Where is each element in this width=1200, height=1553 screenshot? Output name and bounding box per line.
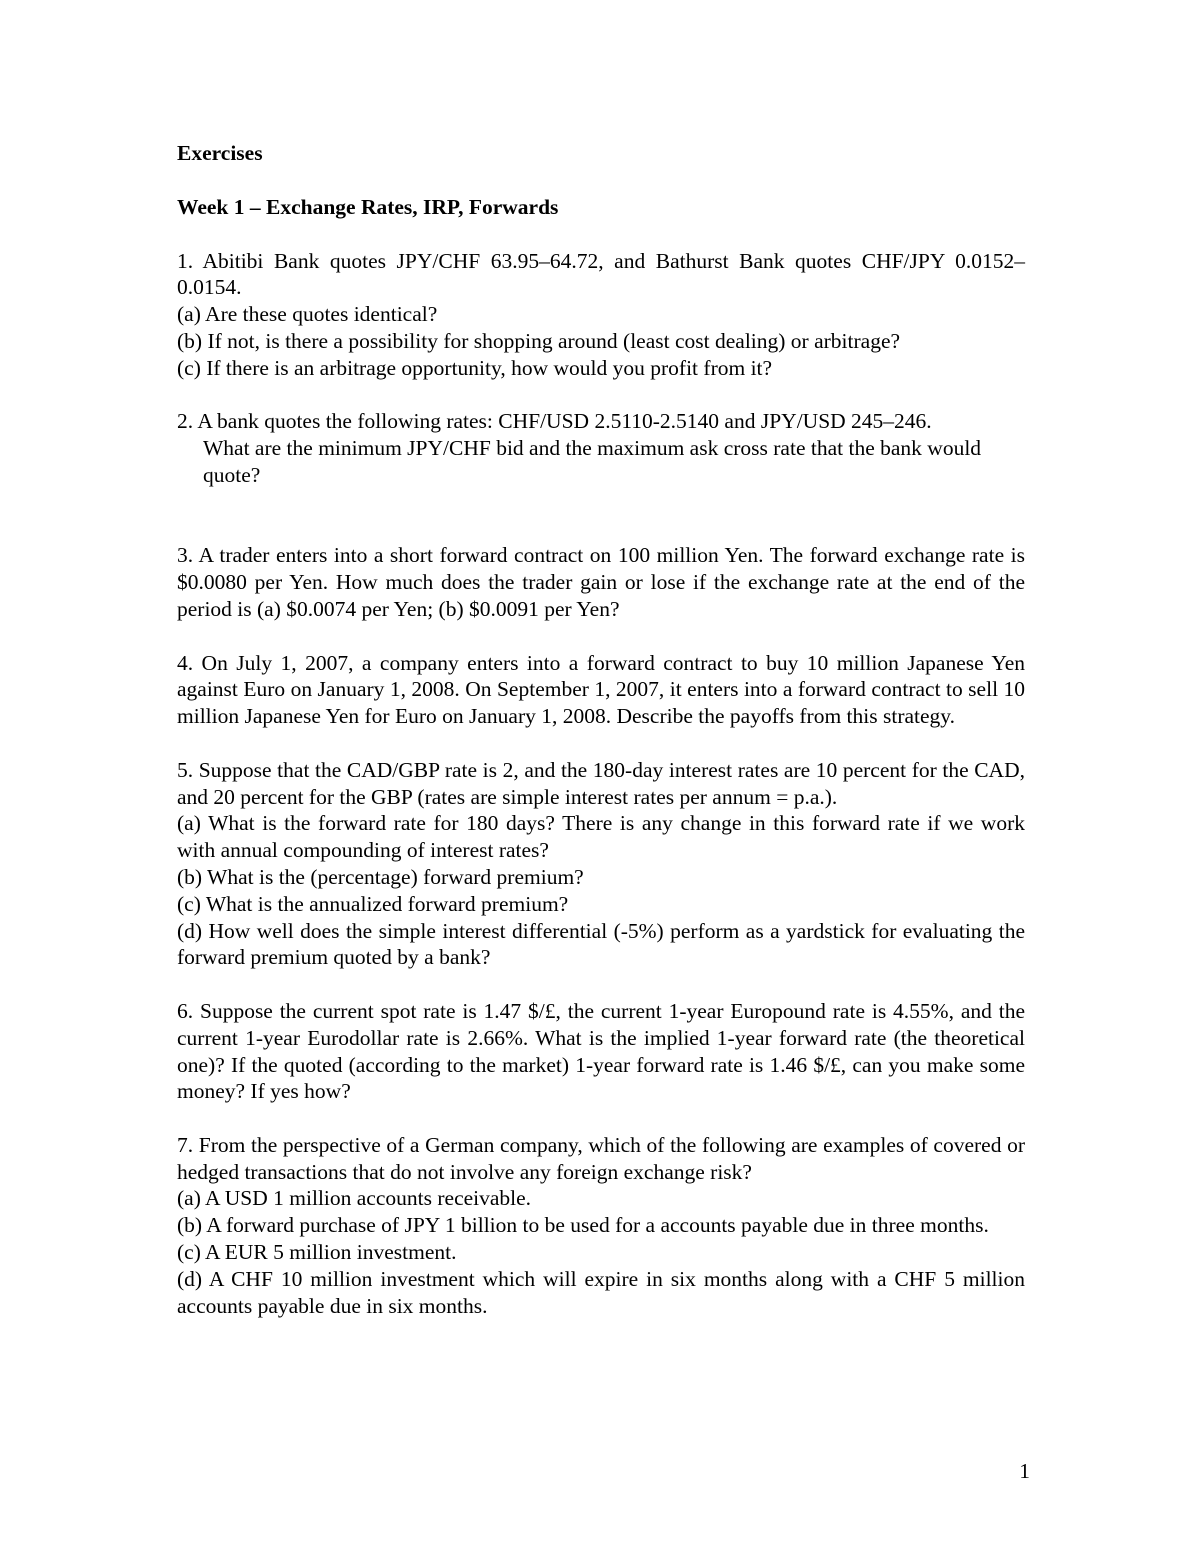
exercise-5-part-c: (c) What is the annualized forward premium?: [177, 891, 569, 916]
document-body: [177, 140, 1025, 1346]
exercise-6: [177, 998, 1025, 1105]
exercise-5: [177, 757, 1025, 971]
exercise-7-part-a: (a) A USD 1 million accounts receivable.: [177, 1186, 532, 1211]
exercise-5-part-b: (b) What is the (percentage) forward premium?: [177, 864, 584, 889]
exercise-4: [177, 650, 1025, 730]
page-number: 1: [1019, 1459, 1030, 1483]
exercise-2-question-continued: What are the minimum JPY/CHF bid and the maximum ask cross rate that the bank would quote?: [203, 436, 982, 487]
exercise-3-question: 3. A trader enters into a short forward contract on 100 million Yen. The forward exchange rate is $0.0080 per Yen. How much does the trader gain or lose if the exchange rate at the end of the period is (a) $0.0074 per Yen; (b) $0.0091 per Yen?: [177, 543, 1025, 621]
exercise-2: [177, 408, 1025, 488]
exercise-1-part-b: (b) If not, is there a possibility for shopping around (least cost dealing) or arbitrage?: [177, 328, 901, 353]
exercise-5-part-a: (a) What is the forward rate for 180 days? There is any change in this forward rate if we work with annual compounding of interest rates?: [177, 811, 1025, 863]
exercise-6-question: 6. Suppose the current spot rate is 1.47 $/£, the current 1-year Europound rate is 4.55%, and the current 1-year Eurodollar rate is 2.66%. What is the implied 1-year forward rate (the theoretical one)? If the quoted (according to the market) 1-year forward rate is 1.46 $/£, can you make some money? If yes how?: [177, 998, 1025, 1104]
exercise-4-question: 4. On July 1, 2007, a company enters into a forward contract to buy 10 million Japanese Yen against Euro on January 1, 2008. On September 1, 2007, it enters into a forward contract to sell 10 million Japanese Yen for Euro on January 1, 2008. Describe the payoffs from this strategy.: [177, 650, 1025, 729]
exercise-7-part-c: (c) A EUR 5 million investment.: [177, 1240, 457, 1265]
exercise-1-part-a: (a) Are these quotes identical?: [177, 302, 438, 327]
exercise-3: [177, 542, 1025, 622]
exercise-5-question: 5. Suppose that the CAD/GBP rate is 2, and the 180-day interest rates are 10 percent for the CAD, and 20 percent for the GBP (rates are simple interest rates per annum = p.a.).: [177, 757, 1025, 809]
exercise-7: [177, 1132, 1025, 1320]
exercise-2-question: 2. A bank quotes the following rates: CHF/USD 2.5110-2.5140 and JPY/USD 245–246.: [177, 409, 932, 434]
exercise-7-part-b: (b) A forward purchase of JPY 1 billion to be used for a accounts payable due in three months.: [177, 1213, 989, 1238]
week-heading: Week 1 – Exchange Rates, IRP, Forwards: [177, 194, 559, 219]
exercise-1-question: 1. Abitibi Bank quotes JPY/CHF 63.95–64.72, and Bathurst Bank quotes CHF/JPY 0.0152–0.0154.: [177, 248, 1025, 300]
document-title: Exercises: [177, 141, 263, 165]
exercise-7-question: 7. From the perspective of a German company, which of the following are examples of covered or hedged transactions that do not involve any foreign exchange risk?: [177, 1132, 1025, 1184]
exercise-5-part-d: (d) How well does the simple interest differential (-5%) perform as a yardstick for evaluating the forward premium quoted by a bank?: [177, 918, 1025, 970]
exercise-7-part-d: (d) A CHF 10 million investment which will expire in six months along with a CHF 5 million accounts payable due in six months.: [177, 1266, 1025, 1318]
exercise-1: [177, 248, 1025, 382]
exercise-1-part-c: (c) If there is an arbitrage opportunity, how would you profit from it?: [177, 355, 773, 380]
